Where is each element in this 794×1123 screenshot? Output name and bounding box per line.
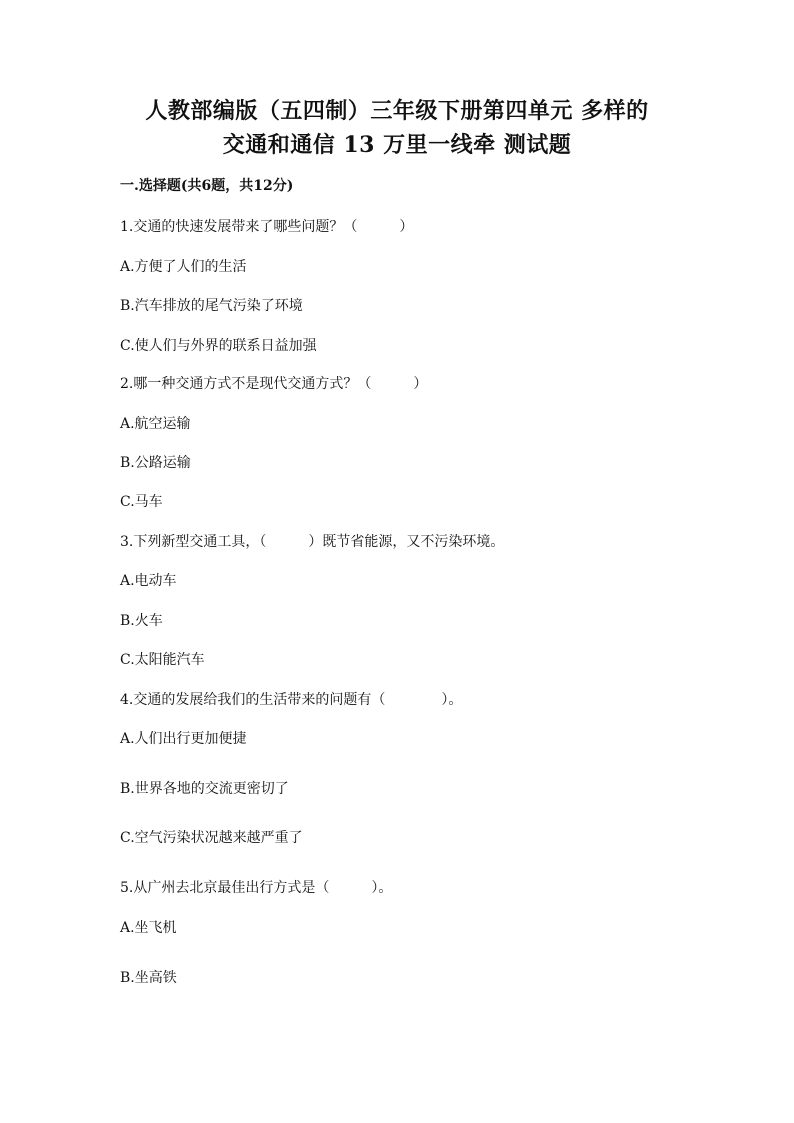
document-title-line-2: 交通和通信 13 万里一线牵 测试题 [222, 132, 572, 158]
question-2-option-c: C.马车 [120, 494, 163, 510]
question-4-option-c: C.空气污染状况越来越严重了 [120, 830, 303, 846]
question-3-option-b: B.火车 [120, 613, 163, 629]
question-3-option-c: C.太阳能汽车 [120, 652, 205, 668]
question-1-option-a: A.方便了人们的生活 [120, 259, 247, 275]
question-3-stem: 3.下列新型交通工具，（ ）既节省能源，又不污染环境。 [120, 534, 505, 550]
question-5-option-b: B.坐高铁 [120, 970, 177, 986]
question-4-option-b: B.世界各地的交流更密切了 [120, 781, 289, 797]
question-2-option-b: B.公路运输 [120, 455, 191, 471]
question-2-stem: 2.哪一种交通方式不是现代交通方式？（ ） [120, 376, 428, 392]
question-5-option-a: A.坐飞机 [120, 920, 177, 936]
document-title-line-1: 人教部编版（五四制）三年级下册第四单元 多样的 [145, 98, 649, 124]
section-heading: 一.选择题(共6题，共12分) [120, 178, 294, 194]
question-4-option-a: A.人们出行更加便捷 [120, 731, 247, 747]
question-1-option-b: B.汽车排放的尾气污染了环境 [120, 298, 303, 314]
question-1-option-c: C.使人们与外界的联系日益加强 [120, 338, 317, 354]
question-2-option-a: A.航空运输 [120, 416, 191, 432]
question-4-stem: 4.交通的发展给我们的生活带来的问题有（ ）。 [120, 692, 463, 708]
question-1-stem: 1.交通的快速发展带来了哪些问题？（ ） [120, 219, 414, 235]
question-3-option-a: A.电动车 [120, 573, 177, 589]
question-5-stem: 5.从广州去北京最佳出行方式是（ ）。 [120, 880, 393, 896]
